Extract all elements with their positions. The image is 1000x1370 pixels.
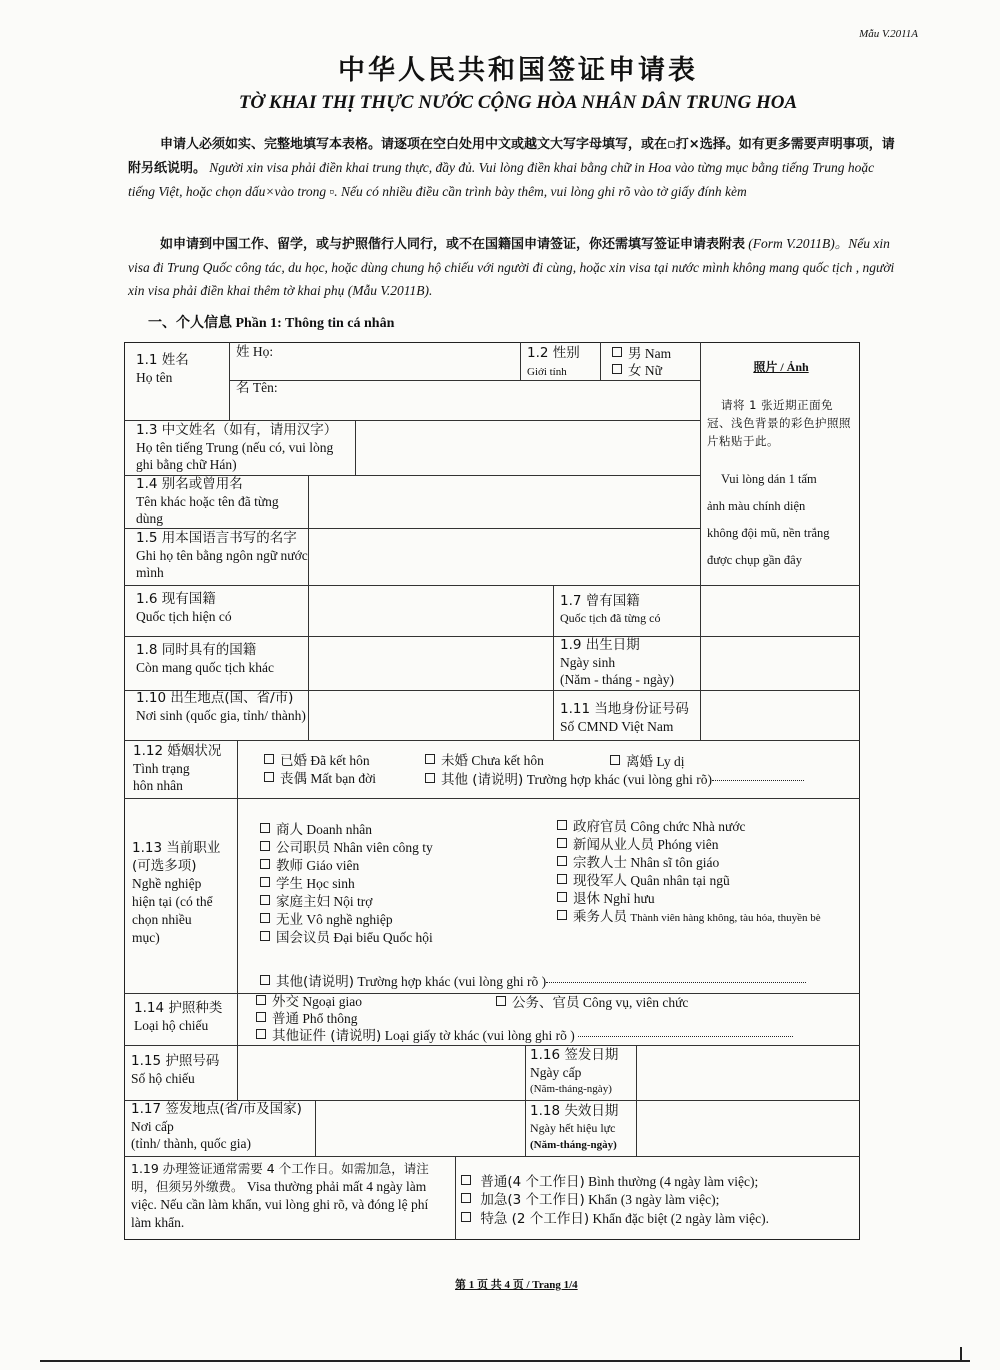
surname-field[interactable]	[236, 343, 273, 361]
given-name-field[interactable]	[236, 379, 278, 397]
field-1-8-label	[136, 642, 274, 676]
checkbox-icon[interactable]	[260, 975, 270, 985]
processing-option-express[interactable]	[461, 1191, 719, 1209]
passport-ordinary-vi: Phổ thông	[302, 1011, 358, 1026]
intro-1-chinese: 申请人必须如实、完整地填写本表格。请逐项在空白处用中文或越文大写字母填写，或在▫打×选择。如有更多需要声明事项，请附另纸说明。	[128, 137, 895, 176]
field-1-16-cn: 1.16 签发日期	[530, 1047, 619, 1063]
checkbox-icon[interactable]	[260, 913, 270, 923]
marital-widowed-cn: 丧偶	[280, 771, 307, 787]
page-number: 第 1 页 共 4 页 / Trang 1/4	[455, 1279, 578, 1291]
field-1-18-cn: 1.18 失效日期	[530, 1103, 619, 1119]
occupation-vi: Nhân sĩ tôn giáo	[630, 855, 720, 870]
marital-married-vi: Đã kết hôn	[310, 753, 370, 768]
occupation-vi: Thành viên hàng không, tàu hỏa, thuyền bè	[630, 912, 821, 924]
processing-normal-cn: 普通(4 个工作日)	[480, 1174, 585, 1190]
occupation-option[interactable]	[260, 893, 433, 911]
page-corner-mark	[960, 1347, 962, 1360]
occupation-vi: Công chức Nhà nước	[630, 819, 746, 834]
occupation-cn: 无业	[276, 912, 303, 928]
occupation-vi: Nghỉ hưu	[603, 891, 655, 906]
marital-divorced-vi: Ly dị	[656, 754, 685, 769]
occupation-cn: 宗教人士	[573, 855, 627, 871]
field-1-12-label	[133, 743, 233, 794]
intro-paragraph-2	[128, 232, 900, 302]
occupation-cn: 新闻从业人员	[573, 837, 654, 853]
checkbox-icon[interactable]	[256, 1029, 266, 1039]
marital-single-vi: Chưa kết hôn	[471, 753, 544, 768]
occupation-cn: 学生	[276, 876, 303, 892]
intro-2-vietnamese: (Form V.2011B)。Nếu xin visa đi Trung Quốc công tác, du học, hoặc dùng chung hộ chiếu với người đi cùng, hoặc xin visa tại nước mình không mang quốc tịch , người xin visa phải điền khai thêm tờ khai phụ (Mẫu V.2011B).	[128, 236, 895, 298]
occupation-option[interactable]	[260, 911, 433, 929]
occupation-option[interactable]	[557, 890, 821, 908]
occupation-vi: Doanh nhân	[306, 822, 372, 837]
occupation-vi: Nhân viên công ty	[333, 840, 433, 855]
checkbox-icon[interactable]	[260, 877, 270, 887]
field-1-9-label	[560, 637, 674, 688]
occupation-cn: 商人	[276, 822, 303, 838]
passport-number-input[interactable]	[239, 1047, 523, 1099]
occupation-vi: Quân nhân tại ngũ	[630, 873, 730, 888]
marital-single-cn: 未婚	[441, 753, 468, 769]
field-1-10-cn: 1.10 出生地点(国、省/市)	[136, 690, 294, 706]
passport-service-cn: 公务、官员	[512, 995, 580, 1011]
marital-other-cn: 其他 (请说明)	[441, 772, 524, 788]
occupation-option-other[interactable]	[260, 973, 806, 991]
field-1-7-vi: Quốc tịch đã từng có	[560, 611, 661, 625]
passport-option-diplomatic[interactable]	[256, 993, 362, 1011]
field-1-1-cn: 1.1 姓名	[136, 352, 189, 368]
occupation-cn: 国会议员	[276, 930, 330, 946]
field-1-3-vi: Họ tên tiếng Trung (nếu có, vui lòng ghi bằng chữ Hán)	[136, 440, 334, 472]
field-1-4-vi: Tên khác hoặc tên đã từng dùng	[136, 494, 279, 526]
checkbox-icon[interactable]	[260, 841, 270, 851]
field-1-13-vi: Nghề nghiệp hiện tại (có thể chọn nhiều mục)	[132, 876, 213, 945]
birth-date-input[interactable]	[702, 638, 858, 689]
checkbox-icon[interactable]	[425, 773, 435, 783]
checkbox-icon[interactable]	[557, 874, 567, 884]
gender-male-vi: Nam	[644, 346, 672, 361]
occupation-other-cn: 其他(请说明)	[276, 974, 355, 990]
checkbox-icon[interactable]	[461, 1212, 471, 1222]
checkbox-icon[interactable]	[557, 892, 567, 902]
passport-diplomatic-vi: Ngoại giao	[302, 994, 362, 1009]
intro-1-vietnamese: Người xin visa phải điền khai trung thực, đầy đủ. Vui lòng điền khai bằng chữ in Hoa vào từng mục bằng tiếng Trung hoặc tiếng Việt, hoặc chọn dấu×vào trong ▫. Nếu có nhiều điều cần trình bày thêm, vui lòng ghi rõ vào tờ giấy đính kèm	[128, 160, 875, 199]
field-1-9-cn: 1.9 出生日期	[560, 637, 640, 653]
marital-other-input[interactable]	[712, 780, 804, 781]
field-1-4-label	[136, 476, 306, 527]
field-1-8-cn: 1.8 同时具有的国籍	[136, 642, 257, 658]
photo-vi-line-2: ảnh màu chính diện	[707, 499, 806, 513]
occupation-option[interactable]	[557, 818, 821, 836]
field-1-13-cn: 1.13 当前职业	[132, 840, 221, 856]
field-1-7-cn: 1.7 曾有国籍	[560, 593, 640, 609]
field-1-2-cn: 1.2 性别	[527, 345, 580, 361]
occupation-option[interactable]	[260, 839, 433, 857]
field-1-14-cn: 1.14 护照种类	[134, 1000, 223, 1016]
given-name-cn: 名	[236, 380, 250, 396]
section-heading-vietnamese: Phần 1: Thông tin cá nhân	[235, 316, 395, 331]
field-1-6-cn: 1.6 现有国籍	[136, 591, 216, 607]
checkbox-icon[interactable]	[264, 772, 274, 782]
occupation-vi: Học sinh	[306, 876, 355, 891]
field-1-19-vi: Visa thường phải mất 4 ngày làm việc. Nếu cần làm khẩn, vui lòng ghi rõ, và đóng lệ phí làm khẩn.	[131, 1179, 429, 1230]
intro-2-chinese: 如申请到中国工作、留学，或与护照偕行人同行，或不在国籍国申请签证，你还需填写签证申请表附表	[160, 237, 746, 252]
field-1-15-label	[131, 1053, 219, 1087]
marital-option-widowed[interactable]	[264, 770, 376, 788]
passport-ordinary-cn: 普通	[272, 1011, 299, 1027]
gender-female-cn: 女	[628, 363, 642, 379]
field-1-13-cn2: (可选多项)	[132, 858, 197, 874]
field-1-6-label	[136, 591, 232, 625]
occupation-option[interactable]	[260, 857, 433, 875]
field-1-8-vi: Còn mang quốc tịch khác	[136, 660, 274, 675]
checkbox-icon[interactable]	[425, 754, 435, 764]
occupation-option[interactable]	[260, 875, 433, 893]
field-1-16-vi2: (Năm-tháng-ngày)	[530, 1083, 612, 1095]
field-1-14-vi: Loại hộ chiếu	[134, 1018, 209, 1033]
checkbox-icon[interactable]	[612, 347, 622, 357]
intro-paragraph-1	[128, 132, 900, 203]
field-1-10-vi: Nơi sinh (quốc gia, tỉnh/ thành)	[136, 708, 306, 723]
passport-option-service[interactable]	[496, 994, 688, 1012]
photo-area[interactable]	[702, 342, 858, 584]
field-1-5-label	[136, 530, 308, 581]
gender-male-cn: 男	[628, 346, 642, 362]
issue-place-input[interactable]	[317, 1102, 523, 1155]
occupation-cn: 现役军人	[573, 873, 627, 889]
checkbox-icon[interactable]	[256, 1012, 266, 1022]
occupation-cn: 退休	[573, 891, 600, 907]
checkbox-icon[interactable]	[461, 1175, 471, 1185]
occupation-cn: 政府官员	[573, 819, 627, 835]
surname-cn: 姓	[236, 344, 250, 360]
native-name-input[interactable]	[310, 530, 698, 584]
photo-vi-line-1: Vui lòng dán 1 tấm	[721, 472, 817, 486]
gender-female-vi: Nữ	[644, 363, 662, 378]
gender-option-female[interactable]	[612, 362, 662, 380]
occupation-vi: Giáo viên	[306, 858, 360, 873]
occupation-option[interactable]	[557, 836, 821, 854]
field-1-17-label	[131, 1101, 302, 1152]
field-1-5-cn: 1.5 用本国语言书写的名字	[136, 530, 297, 546]
issue-date-input[interactable]	[638, 1047, 858, 1099]
expiry-date-input[interactable]	[638, 1102, 858, 1155]
field-1-10-label	[136, 690, 308, 724]
field-1-2-vi: Giới tính	[527, 366, 567, 378]
field-1-3-label	[136, 422, 352, 473]
passport-diplomatic-cn: 外交	[272, 994, 299, 1010]
occupation-option[interactable]	[260, 929, 433, 947]
former-nationality-input[interactable]	[702, 587, 858, 635]
marital-option-divorced[interactable]	[610, 753, 685, 771]
field-1-19-cn: 1.19 办理签证通常需要 4 个工作日。如需加急，请注明，但须另外缴费。	[131, 1161, 429, 1194]
field-1-9-vi2: (Năm - tháng - ngày)	[560, 672, 674, 687]
field-1-16-vi: Ngày cấp	[530, 1065, 582, 1080]
occupation-option[interactable]	[557, 872, 821, 890]
passport-option-other[interactable]	[256, 1027, 793, 1045]
occupation-cn: 家庭主妇	[276, 894, 330, 910]
gender-option-male[interactable]	[612, 345, 671, 363]
given-name-vi: Tên:	[252, 380, 278, 395]
field-1-12-cn: 1.12 婚姻状况	[133, 743, 222, 759]
passport-option-ordinary[interactable]	[256, 1010, 358, 1028]
nationality-input[interactable]	[310, 587, 551, 635]
field-1-11-cn: 1.11 当地身份证号码	[560, 701, 689, 717]
other-nationality-input[interactable]	[310, 638, 551, 689]
marital-other-vi: Trường hợp khác (vui lòng ghi rõ)	[526, 772, 713, 787]
field-1-3-cn: 1.3 中文姓名（如有，请用汉字）	[136, 422, 338, 438]
field-1-15-cn: 1.15 护照号码	[131, 1053, 220, 1069]
field-1-17-vi: Nơi cấp	[131, 1119, 174, 1134]
occupation-option[interactable]	[260, 821, 433, 839]
checkbox-icon[interactable]	[557, 838, 567, 848]
field-1-18-vi2: (Năm-tháng-ngày)	[530, 1139, 617, 1151]
checkbox-icon[interactable]	[612, 364, 622, 374]
section-heading-chinese: 一、个人信息	[148, 315, 232, 331]
chinese-name-input[interactable]	[357, 422, 698, 474]
processing-option-rush[interactable]	[461, 1210, 769, 1228]
title-chinese: 中华人民共和国签证申请表	[338, 55, 698, 86]
passport-service-vi: Công vụ, viên chức	[582, 995, 689, 1010]
marital-widowed-vi: Mất bạn đời	[310, 771, 377, 786]
field-1-7-label	[560, 593, 660, 627]
checkbox-icon[interactable]	[610, 755, 620, 765]
id-number-input[interactable]	[702, 692, 858, 739]
marital-married-cn: 已婚	[280, 753, 307, 769]
occupation-other-input[interactable]	[546, 982, 806, 983]
field-1-11-vi: Số CMND Việt Nam	[560, 719, 674, 734]
occupation-option[interactable]	[557, 854, 821, 872]
marital-option-single[interactable]	[425, 752, 544, 770]
field-1-2-label	[527, 345, 580, 381]
field-1-18-vi: Ngày hết hiệu lực	[530, 1121, 616, 1135]
passport-other-vi: Loại giấy tờ khác (vui lòng ghi rõ )	[384, 1028, 575, 1043]
field-1-15-vi: Số hộ chiếu	[131, 1071, 195, 1086]
field-1-17-vi2: (tỉnh/ thành, quốc gia)	[131, 1136, 251, 1151]
checkbox-icon[interactable]	[557, 820, 567, 830]
processing-option-normal[interactable]	[461, 1173, 758, 1191]
processing-express-vi: Khẩn (3 ngày làm việc);	[588, 1192, 720, 1207]
occupation-list-left	[260, 821, 433, 947]
form-code: Mẫu V.2011A	[859, 28, 918, 40]
field-1-17-cn: 1.17 签发地点(省/市及国家)	[131, 1101, 302, 1117]
photo-title-text: 照片 / Ảnh	[753, 360, 809, 374]
occupation-vi: Vô nghề nghiệp	[306, 912, 393, 927]
checkbox-icon[interactable]	[256, 995, 266, 1005]
field-1-12-vi: Tình trạng hôn nhân	[133, 761, 190, 793]
occupation-cn: 公司职员	[276, 840, 330, 856]
field-1-5-vi: Ghi họ tên bằng ngôn ngữ nước mình	[136, 548, 308, 580]
alias-input[interactable]	[310, 477, 698, 527]
marital-divorced-cn: 离婚	[626, 754, 653, 770]
field-1-1-vi: Họ tên	[136, 370, 173, 385]
section-heading	[148, 312, 394, 332]
field-1-11-label	[560, 701, 689, 735]
occupation-other-vi: Trường hợp khác (vui lòng ghi rõ )	[357, 974, 547, 989]
field-1-6-vi: Quốc tịch hiện có	[136, 609, 232, 624]
checkbox-icon[interactable]	[461, 1193, 471, 1203]
occupation-vi: Đại biểu Quốc hội	[333, 930, 433, 945]
marital-option-married[interactable]	[264, 752, 370, 770]
marital-option-other[interactable]	[425, 771, 804, 789]
field-1-14-label	[134, 1000, 222, 1034]
occupation-vi: Phóng viên	[657, 837, 719, 852]
field-1-13-label	[132, 839, 232, 947]
occupation-list-right	[557, 818, 821, 927]
checkbox-icon[interactable]	[260, 823, 270, 833]
photo-vi-line-3: không đội mũ, nền trắng	[707, 526, 830, 540]
title-vietnamese: TỜ KHAI THỊ THỰC NƯỚC CỘNG HÒA NHÂN DÂN TRUNG HOA	[238, 92, 798, 113]
processing-rush-cn: 特急 (2 个工作日)	[480, 1211, 590, 1227]
page-edge-line	[40, 1360, 970, 1362]
processing-normal-vi: Bình thường (4 ngày làm việc);	[588, 1174, 759, 1189]
checkbox-icon[interactable]	[557, 856, 567, 866]
photo-instruction-cn: 请将 1 张近期正面免冠、浅色背景的彩色护照照片粘贴于此。	[707, 398, 851, 448]
occupation-cn: 乘务人员	[573, 909, 627, 925]
processing-rush-vi: Khẩn đặc biệt (2 ngày làm việc).	[592, 1211, 770, 1226]
field-1-4-cn: 1.4 别名或曾用名	[136, 476, 243, 492]
checkbox-icon[interactable]	[264, 754, 274, 764]
field-1-19-label	[131, 1160, 446, 1232]
checkbox-icon[interactable]	[260, 859, 270, 869]
photo-vi-line-4: được chụp gần đây	[707, 553, 802, 567]
occupation-cn: 教师	[276, 858, 303, 874]
field-1-9-vi: Ngày sinh	[560, 655, 616, 670]
occupation-option[interactable]	[557, 908, 821, 927]
surname-vi: Họ:	[252, 344, 274, 359]
passport-other-cn: 其他证件 (请说明)	[272, 1028, 382, 1044]
field-1-1-label	[136, 352, 189, 386]
field-1-16-label	[530, 1047, 618, 1098]
birth-place-input[interactable]	[310, 692, 551, 739]
checkbox-icon[interactable]	[496, 996, 506, 1006]
checkbox-icon[interactable]	[260, 931, 270, 941]
passport-other-input[interactable]	[578, 1036, 793, 1037]
processing-express-cn: 加急(3 个工作日)	[480, 1192, 585, 1208]
checkbox-icon[interactable]	[557, 910, 567, 920]
checkbox-icon[interactable]	[260, 895, 270, 905]
occupation-vi: Nội trợ	[333, 894, 373, 909]
field-1-18-label	[530, 1103, 618, 1154]
